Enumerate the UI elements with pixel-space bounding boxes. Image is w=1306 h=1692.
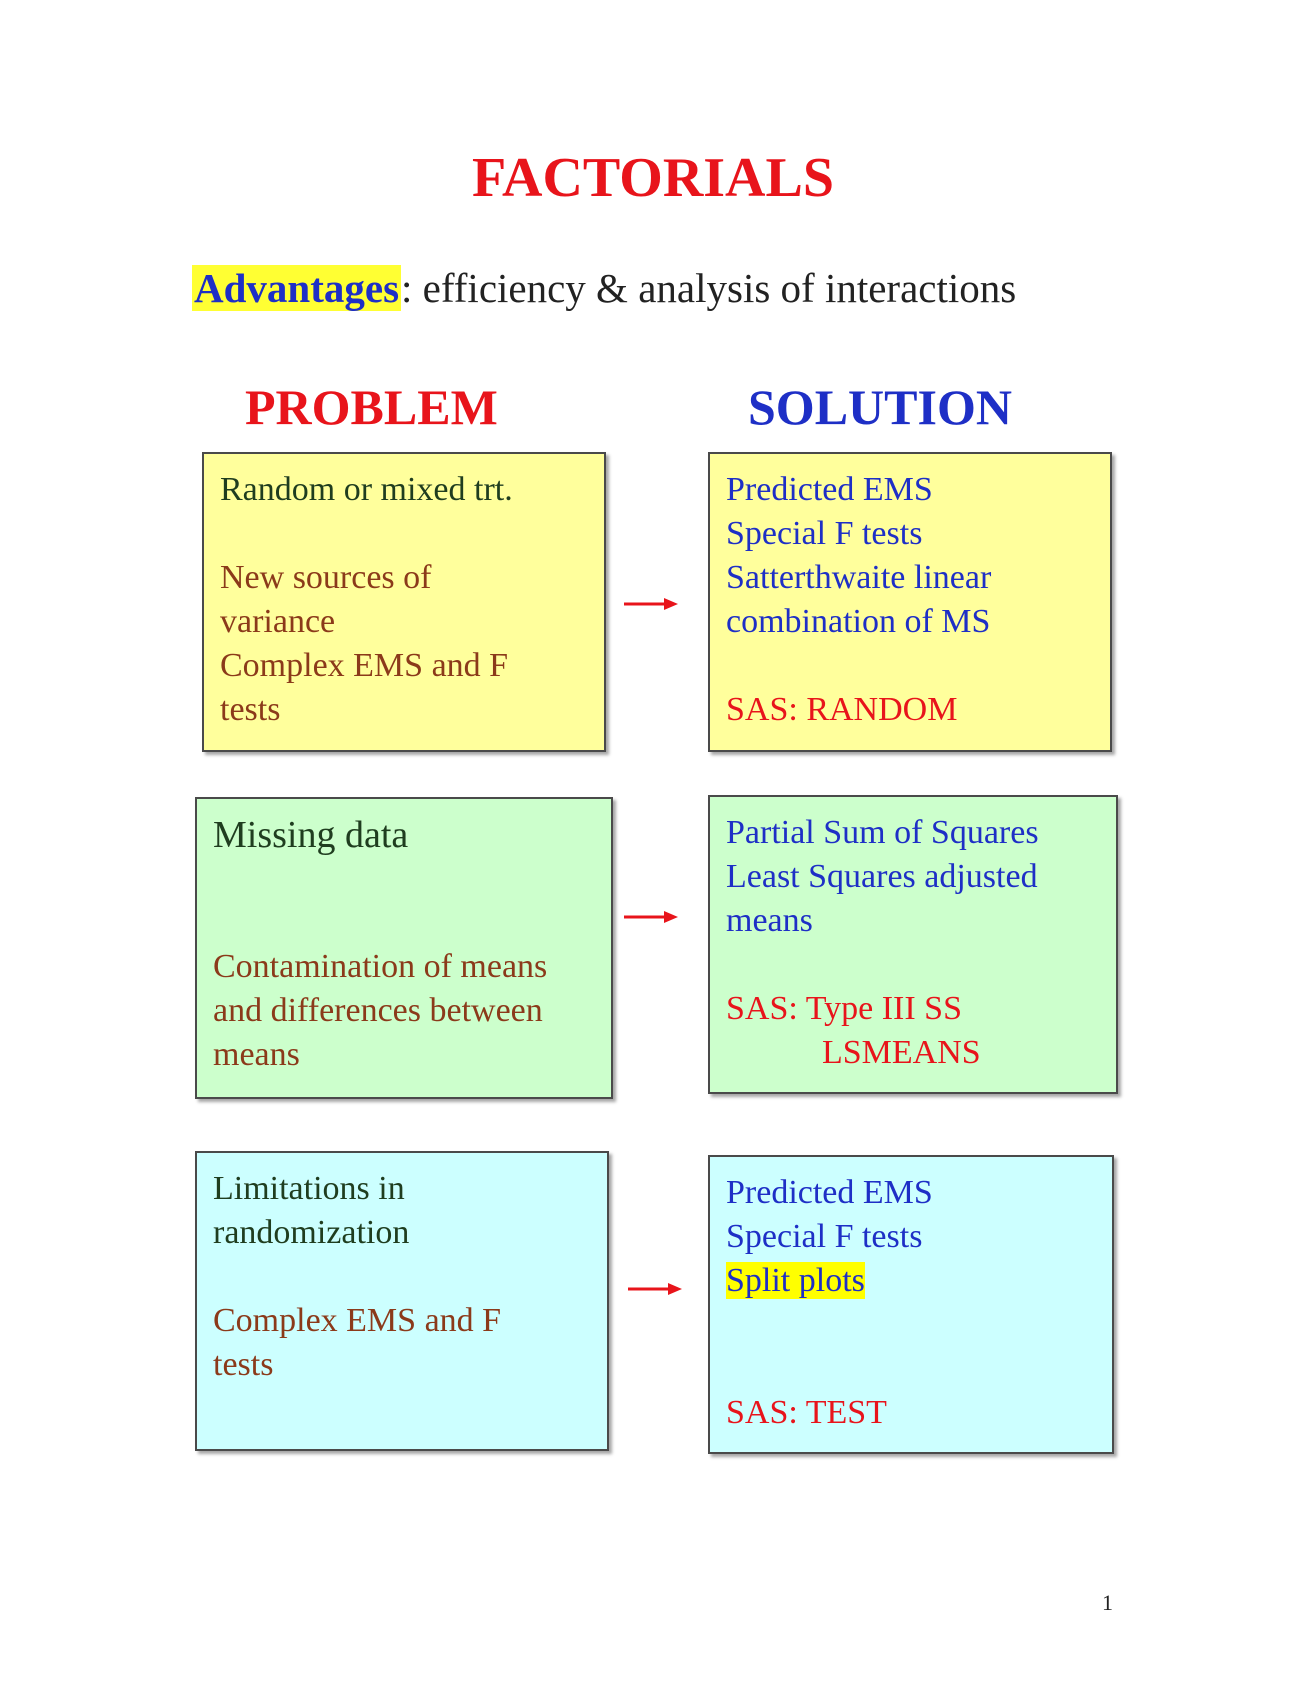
sas-statement: SAS: Type III SS [726,990,962,1027]
solution-box-2 [708,795,1118,1094]
solution-box-3 [708,1155,1114,1454]
solution-line: Special F tests [726,515,923,552]
solution-line: Least Squares adjusted [726,858,1038,895]
problem-detail: variance [220,603,336,640]
solution-line: Special F tests [726,1218,923,1255]
problem-detail: means [213,1036,300,1073]
solution-line: combination of MS [726,603,991,640]
problem-box-1 [202,452,606,752]
problem-heading: PROBLEM [245,379,498,435]
arrow-right-icon [624,596,678,612]
problem-box-2 [195,797,613,1099]
problem-detail: Complex EMS and F [213,1302,502,1339]
solution-box-1 [708,452,1112,752]
problem-detail: Contamination of means [213,948,548,985]
split-plots-highlight: Split plots [726,1262,865,1299]
problem-line: Random or mixed trt. [220,471,513,508]
solution-line: Predicted EMS [726,471,933,508]
arrow-right-icon [624,909,678,925]
problem-detail: tests [213,1346,274,1383]
advantages-line [192,264,1016,313]
page-title: FACTORIALS [471,147,834,209]
solution-line: Satterthwaite linear [726,559,992,596]
sas-statement: LSMEANS [822,1034,981,1071]
problem-detail: Complex EMS and F [220,647,509,684]
sas-statement: SAS: TEST [726,1394,887,1431]
solution-line: Predicted EMS [726,1174,933,1211]
problem-detail: and differences between [213,992,543,1029]
problem-line: Missing data [213,814,409,856]
problem-line: randomization [213,1214,410,1251]
sas-statement: SAS: RANDOM [726,691,958,728]
page-number: 1 [1102,1590,1113,1615]
solution-heading: SOLUTION [748,379,1012,435]
advantages-text: : efficiency & analysis of interactions [401,265,1017,311]
solution-line: Partial Sum of Squares [726,814,1039,851]
advantages-keyword: Advantages [194,265,400,311]
problem-detail: tests [220,691,281,728]
problem-box-3 [195,1151,609,1451]
problem-line: Limitations in [213,1170,405,1207]
solution-line: means [726,902,813,939]
arrow-right-icon [628,1281,682,1297]
problem-detail: New sources of [220,559,432,596]
